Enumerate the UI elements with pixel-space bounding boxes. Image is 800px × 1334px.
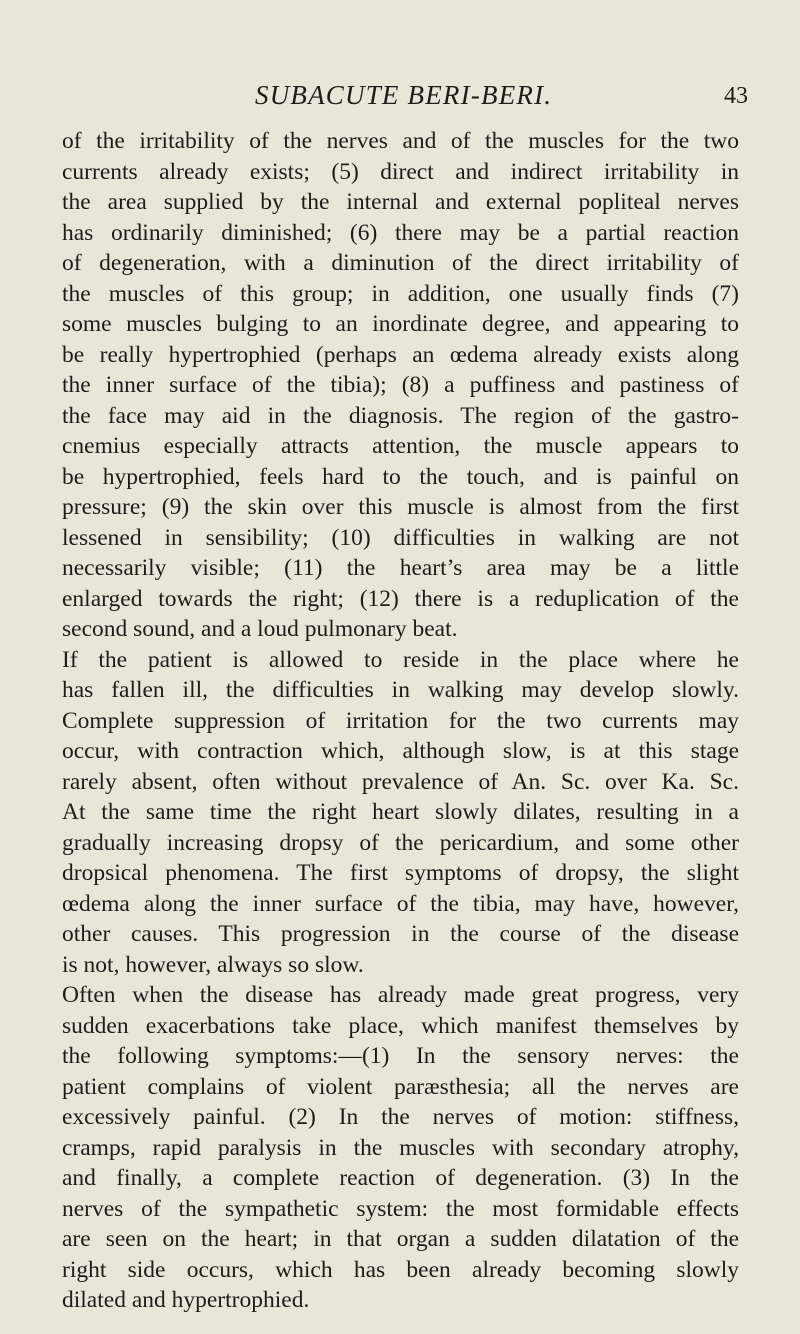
text-line: dropsical phenomena. The first symptoms of dropsy, the slight — [62, 860, 739, 886]
text-line: has fallen ill, the difficulties in walking may develop slowly. — [62, 677, 739, 703]
text-line: nerves of the sympathetic system: the most formidable effects — [62, 1195, 739, 1222]
paragraph-end-line: second sound, and a loud pulmonary beat. — [62, 616, 458, 642]
text-line: of the irritability of the nerves and of the muscles for the two — [62, 128, 739, 154]
text-line: the inner surface of the tibia); (8) a puffiness and pastiness of — [62, 372, 739, 398]
paragraph-start-line: If the patient is allowed to reside in the place where he — [62, 646, 739, 673]
text-line: right side occurs, which has been already becoming slowly — [62, 1256, 739, 1283]
text-line: patient complains of violent paræsthesia; all the nerves are — [62, 1073, 739, 1100]
running-head: SUBACUTE BERI-BERI. — [255, 80, 553, 110]
text-line: of degeneration, with a diminution of the direct irritability of — [62, 250, 739, 276]
text-line: necessarily visible; (11) the heart’s area may be a little — [62, 555, 739, 581]
text-line: pressure; (9) the skin over this muscle is almost from the first — [62, 494, 739, 520]
text-line: be hypertrophied, feels hard to the touch, and is painful on — [62, 463, 739, 490]
text-line: has ordinarily diminished; (6) there may be a partial reaction — [62, 219, 739, 246]
text-line: be really hypertrophied (perhaps an œdema already exists along — [62, 341, 739, 368]
text-line: enlarged towards the right; (12) there is a reduplication of the — [62, 585, 739, 612]
text-line: gradually increasing dropsy of the pericardium, and some other — [62, 829, 739, 856]
paragraph-end-line: dilated and hypertrophied. — [62, 1287, 310, 1313]
text-line: sudden exacerbations take place, which manifest themselves by — [62, 1012, 739, 1039]
text-line: rarely absent, often without prevalence of An. Sc. over Ka. Sc. — [62, 768, 739, 795]
page-number: 43 — [724, 83, 748, 109]
text-line: At the same time the right heart slowly dilates, resulting in a — [62, 799, 739, 825]
text-line: other causes. This progression in the course of the disease — [62, 921, 739, 947]
text-line: the muscles of this group; in addition, one usually finds (7) — [62, 280, 739, 307]
text-line: œdema along the inner surface of the tibia, may have, however, — [62, 890, 739, 917]
text-line: and finally, a complete reaction of degeneration. (3) In the — [62, 1165, 739, 1191]
text-line: occur, with contraction which, although slow, is at this stage — [62, 738, 739, 764]
text-line: are seen on the heart; in that organ a sudden dilatation of the — [62, 1226, 739, 1252]
text-line: the face may aid in the diagnosis. The region of the gastro- — [62, 402, 739, 429]
text-line: the following symptoms:—(1) In the sensory nerves: the — [62, 1043, 739, 1069]
text-line: cnemius especially attracts attention, the muscle appears to — [62, 433, 739, 459]
paragraph-end-line: is not, however, always so slow. — [62, 951, 364, 978]
text-line: lessened in sensibility; (10) difficulties in walking are not — [62, 524, 739, 551]
text-line: Complete suppression of irritation for the two currents may — [62, 707, 739, 734]
paragraph-start-line: Often when the disease has already made great progress, very — [62, 982, 739, 1008]
text-line: some muscles bulging to an inordinate degree, and appearing to — [62, 311, 739, 337]
text-line: the area supplied by the internal and external popliteal nerves — [62, 189, 739, 215]
text-line: cramps, rapid paralysis in the muscles with secondary atrophy, — [62, 1134, 739, 1161]
text-line: currents already exists; (5) direct and indirect irritability in — [62, 158, 739, 185]
text-line: excessively painful. (2) In the nerves of motion: stiffness, — [62, 1104, 739, 1130]
body-text — [62, 126, 739, 1316]
